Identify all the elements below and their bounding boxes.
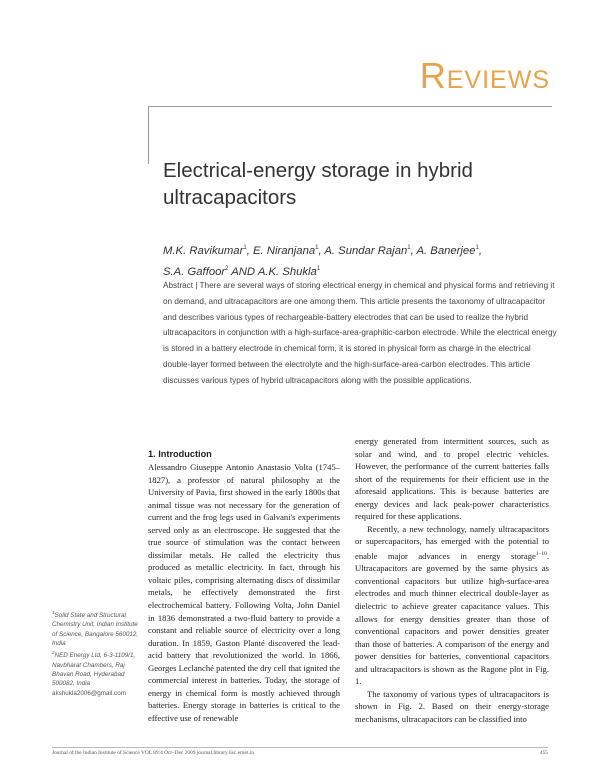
- affiliation: [52, 608, 144, 648]
- author-name: A.K. Shukla: [257, 265, 317, 278]
- title-rule-vertical: [148, 106, 149, 164]
- footer-rule: [52, 747, 548, 748]
- section-label: Reviews: [419, 55, 550, 96]
- body-column-left: [148, 448, 340, 724]
- author-separator: ,: [246, 244, 253, 257]
- author-affil-marker: 2: [225, 265, 229, 272]
- affiliation: [52, 648, 144, 688]
- affiliation-marker: 2: [52, 650, 55, 656]
- body-paragraph: The taxonomy of various types of ultracapacitors is shown in Fig. 2. Based on their energy-storage mechanisms, ultracapacitors can be classified into: [355, 688, 549, 724]
- author-name: E. Niranjana: [252, 244, 316, 257]
- author-affil-marker: 1: [243, 245, 247, 251]
- body-column-right: [355, 435, 549, 725]
- body-paragraph: Alessandro Giuseppe Antonio Anastasio Volta (1745–1827), a professor of natural philosophy at the University of Pavia, first showed in the early 1800s that animal tissue was not necessary for the generation of current and the frog legs used in Galvani's experiments served only as an electroscope. He suggested that the true source of stimulation was the contact between dissimilar metals. He called the electricity thus produced as metallic electricity. In fact, through his voltaic piles, comprising alternating discs of dissimilar metals, he effectively demonstrated the first electrochemical battery. Following Volta, John Daniel in 1836 demonstrated a two-fluid battery to provide a constant and reliable source of electricity over a long duration. In 1859, Gaston Planté discovered the lead-acid battery that revolutionized the world. In 1866, Georges Leclanché patented the dry cell that ignited the commercial interest in batteries. Today, the storage of energy in chemical form is mostly achieved through batteries. Energy storage in batteries is critical to the effective use of renewable: [148, 462, 340, 723]
- affiliation-marker: 1: [52, 610, 55, 615]
- affiliation-text: Solid State and Structural Chemistry Unit, Indian Institute of Science, Bangalore 560012, India: [52, 612, 139, 647]
- author-list: [163, 239, 563, 281]
- author-separator: ,: [318, 244, 325, 257]
- affiliation-text: NED Energy Ltd, 6-3-1109/1, Navbharat Chambers, Raj Bhavan Road, Hyderabad 500082, India: [52, 652, 136, 688]
- body-paragraph-text: . Ultracapacitors are governed by the same physics as conventional capacitors but utilize high-surface-area electrodes and much thinner electrical double-layer as dielectric to achieve greater capacitance values. This allows for energy densities greater than those of conventional capacitors and power densities greater than those of batteries. A comparison of the energy and power densities for batteries, conventional capacitors and ultracapacitors is shown as the Ragone plot in Fig. 1.: [355, 550, 549, 687]
- contact-email[interactable]: akshukla2006@gmail.com: [52, 689, 126, 697]
- author-name: S.A. Gaffoor: [163, 265, 226, 278]
- citation-reference: 1–10: [535, 550, 547, 557]
- page-footer: [52, 750, 548, 756]
- body-paragraph-text: Recently, a new technology, namely ultracapacitors or supercapacitors, has emerged with the potential to enable major advances in energy storage: [355, 523, 549, 561]
- body-paragraph: energy generated from intermittent sources, such as solar and wind, and to propel electric vehicles. However, the performance of the current batteries falls short of the requirements for their efficient use in the aforesaid applications. This is because batteries are energy devices and lack peak-power characteristics required for these applications.: [355, 436, 549, 522]
- abstract: Abstract | There are several ways of storing electrical energy in chemical and physical forms and retrieving it on demand, and ultracapacitors are one among them. This article presents the taxonomy of ultracapacitor and describes various types of rechargeable-battery electrodes that can be used to realize the hybrid ultracapacitors in conjunction with a high-surface-area-graphitic-carbon electrode. While the electrical energy is stored in a battery electrode in chemical form, it is stored in physical form as charge in the electrical double-layer formed between the electrolyte and the high-surface-area-carbon electrodes. This article discusses various types of hybrid ultracapacitors along with the possible applications.: [163, 281, 557, 385]
- journal-citation: Journal of the Indian Institute of Science VOL 89:4 Oct–Dec 2009 journal.library.iisc.ernet.in: [52, 750, 254, 756]
- author-separator: ,: [410, 244, 417, 257]
- author-affil-marker: 1: [315, 245, 319, 251]
- author-name: M.K. Ravikumar: [163, 244, 244, 257]
- section-heading-introduction: 1. Introduction: [148, 449, 212, 459]
- title-rule-horizontal: [148, 106, 552, 107]
- author-separator: ,: [478, 244, 482, 257]
- page-number: 455: [539, 750, 548, 756]
- author-affil-marker: 1: [316, 265, 321, 272]
- author-affil-marker: 1: [475, 245, 479, 251]
- article-title: Electrical-energy storage in hybrid ultracapacitors: [163, 159, 473, 209]
- body-paragraph: [355, 523, 549, 688]
- author-affil-marker: 1: [407, 245, 411, 251]
- author-name: A. Sundar Rajan: [324, 244, 408, 257]
- author-name: A. Banerjee: [416, 244, 476, 257]
- author-separator: AND: [228, 265, 258, 278]
- affiliations: [52, 608, 144, 698]
